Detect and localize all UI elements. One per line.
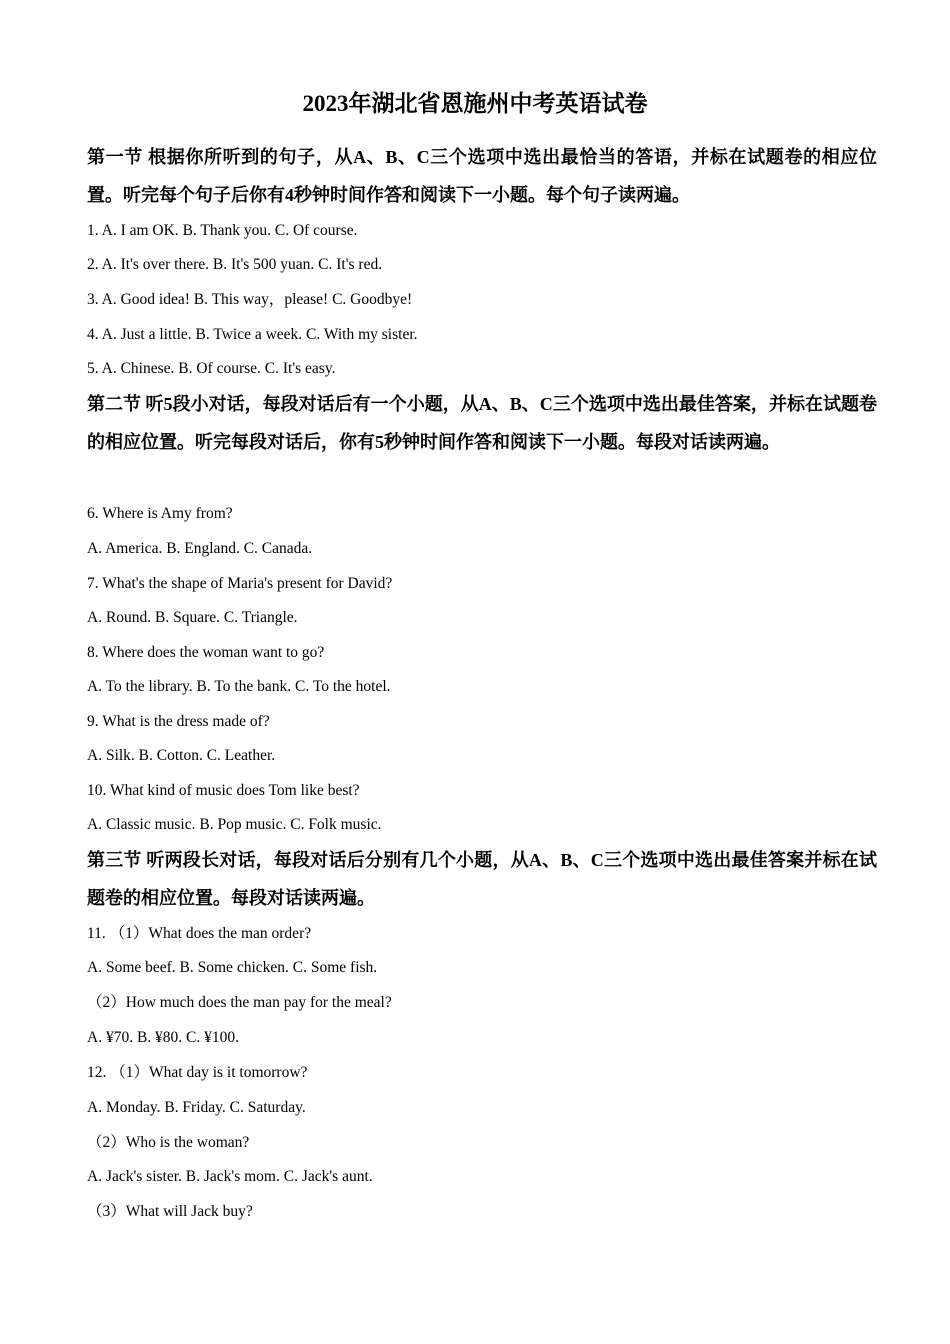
question-11-2-options: A. ¥70. B. ¥80. C. ¥100. — [87, 1029, 239, 1046]
question-4: 4. A. Just a little. B. Twice a week. C. With my sister. — [87, 326, 418, 343]
question-12-1: 12. （1）What day is it tomorrow? — [87, 1064, 308, 1081]
question-10: 10. What kind of music does Tom like best? — [87, 782, 360, 799]
question-12-3: （3）What will Jack buy? — [87, 1203, 253, 1220]
question-6-options: A. America. B. England. C. Canada. — [87, 540, 313, 557]
question-3: 3. A. Good idea! B. This way，please! C. Goodbye! — [87, 291, 413, 308]
question-7: 7. What's the shape of Maria's present for David? — [87, 575, 393, 592]
question-11-2: （2）How much does the man pay for the meal? — [87, 994, 392, 1011]
page-title: 2023年湖北省恩施州中考英语试卷 — [302, 91, 648, 116]
section-2-instruction: 第二节 听5段小对话，每段对话后有一个小题，从A、B、C三个选项中选出最佳答案，并标在试题卷的相应位置。听完每段对话后，你有5秒钟时间作答和阅读下一小题。每段对话读两遍。 — [87, 394, 877, 452]
question-12-2: （2）Who is the woman? — [87, 1134, 250, 1151]
question-2: 2. A. It's over there. B. It's 500 yuan. C. It's red. — [87, 256, 383, 273]
question-12-1-options: A. Monday. B. Friday. C. Saturday. — [87, 1099, 306, 1116]
question-9-options: A. Silk. B. Cotton. C. Leather. — [87, 747, 276, 764]
question-6: 6. Where is Amy from? — [87, 505, 233, 522]
question-7-options: A. Round. B. Square. C. Triangle. — [87, 609, 298, 626]
question-10-options: A. Classic music. B. Pop music. C. Folk music. — [87, 816, 382, 833]
question-11-1-options: A. Some beef. B. Some chicken. C. Some fish. — [87, 959, 378, 976]
question-8: 8. Where does the woman want to go? — [87, 644, 325, 661]
question-9: 9. What is the dress made of? — [87, 713, 270, 730]
question-5: 5. A. Chinese. B. Of course. C. It's easy. — [87, 360, 336, 377]
question-11-1: 11. （1）What does the man order? — [87, 925, 312, 942]
section-3-instruction: 第三节 听两段长对话，每段对话后分别有几个小题，从A、B、C三个选项中选出最佳答案并标在试题卷的相应位置。每段对话读两遍。 — [87, 850, 877, 908]
question-1: 1. A. I am OK. B. Thank you. C. Of course. — [87, 222, 358, 239]
question-8-options: A. To the library. B. To the bank. C. To the hotel. — [87, 678, 391, 695]
question-12-2-options: A. Jack's sister. B. Jack's mom. C. Jack's aunt. — [87, 1168, 373, 1185]
section-1-instruction: 第一节 根据你所听到的句子，从A、B、C三个选项中选出最恰当的答语，并标在试题卷的相应位置。听完每个句子后你有4秒钟时间作答和阅读下一小题。每个句子读两遍。 — [87, 147, 877, 205]
